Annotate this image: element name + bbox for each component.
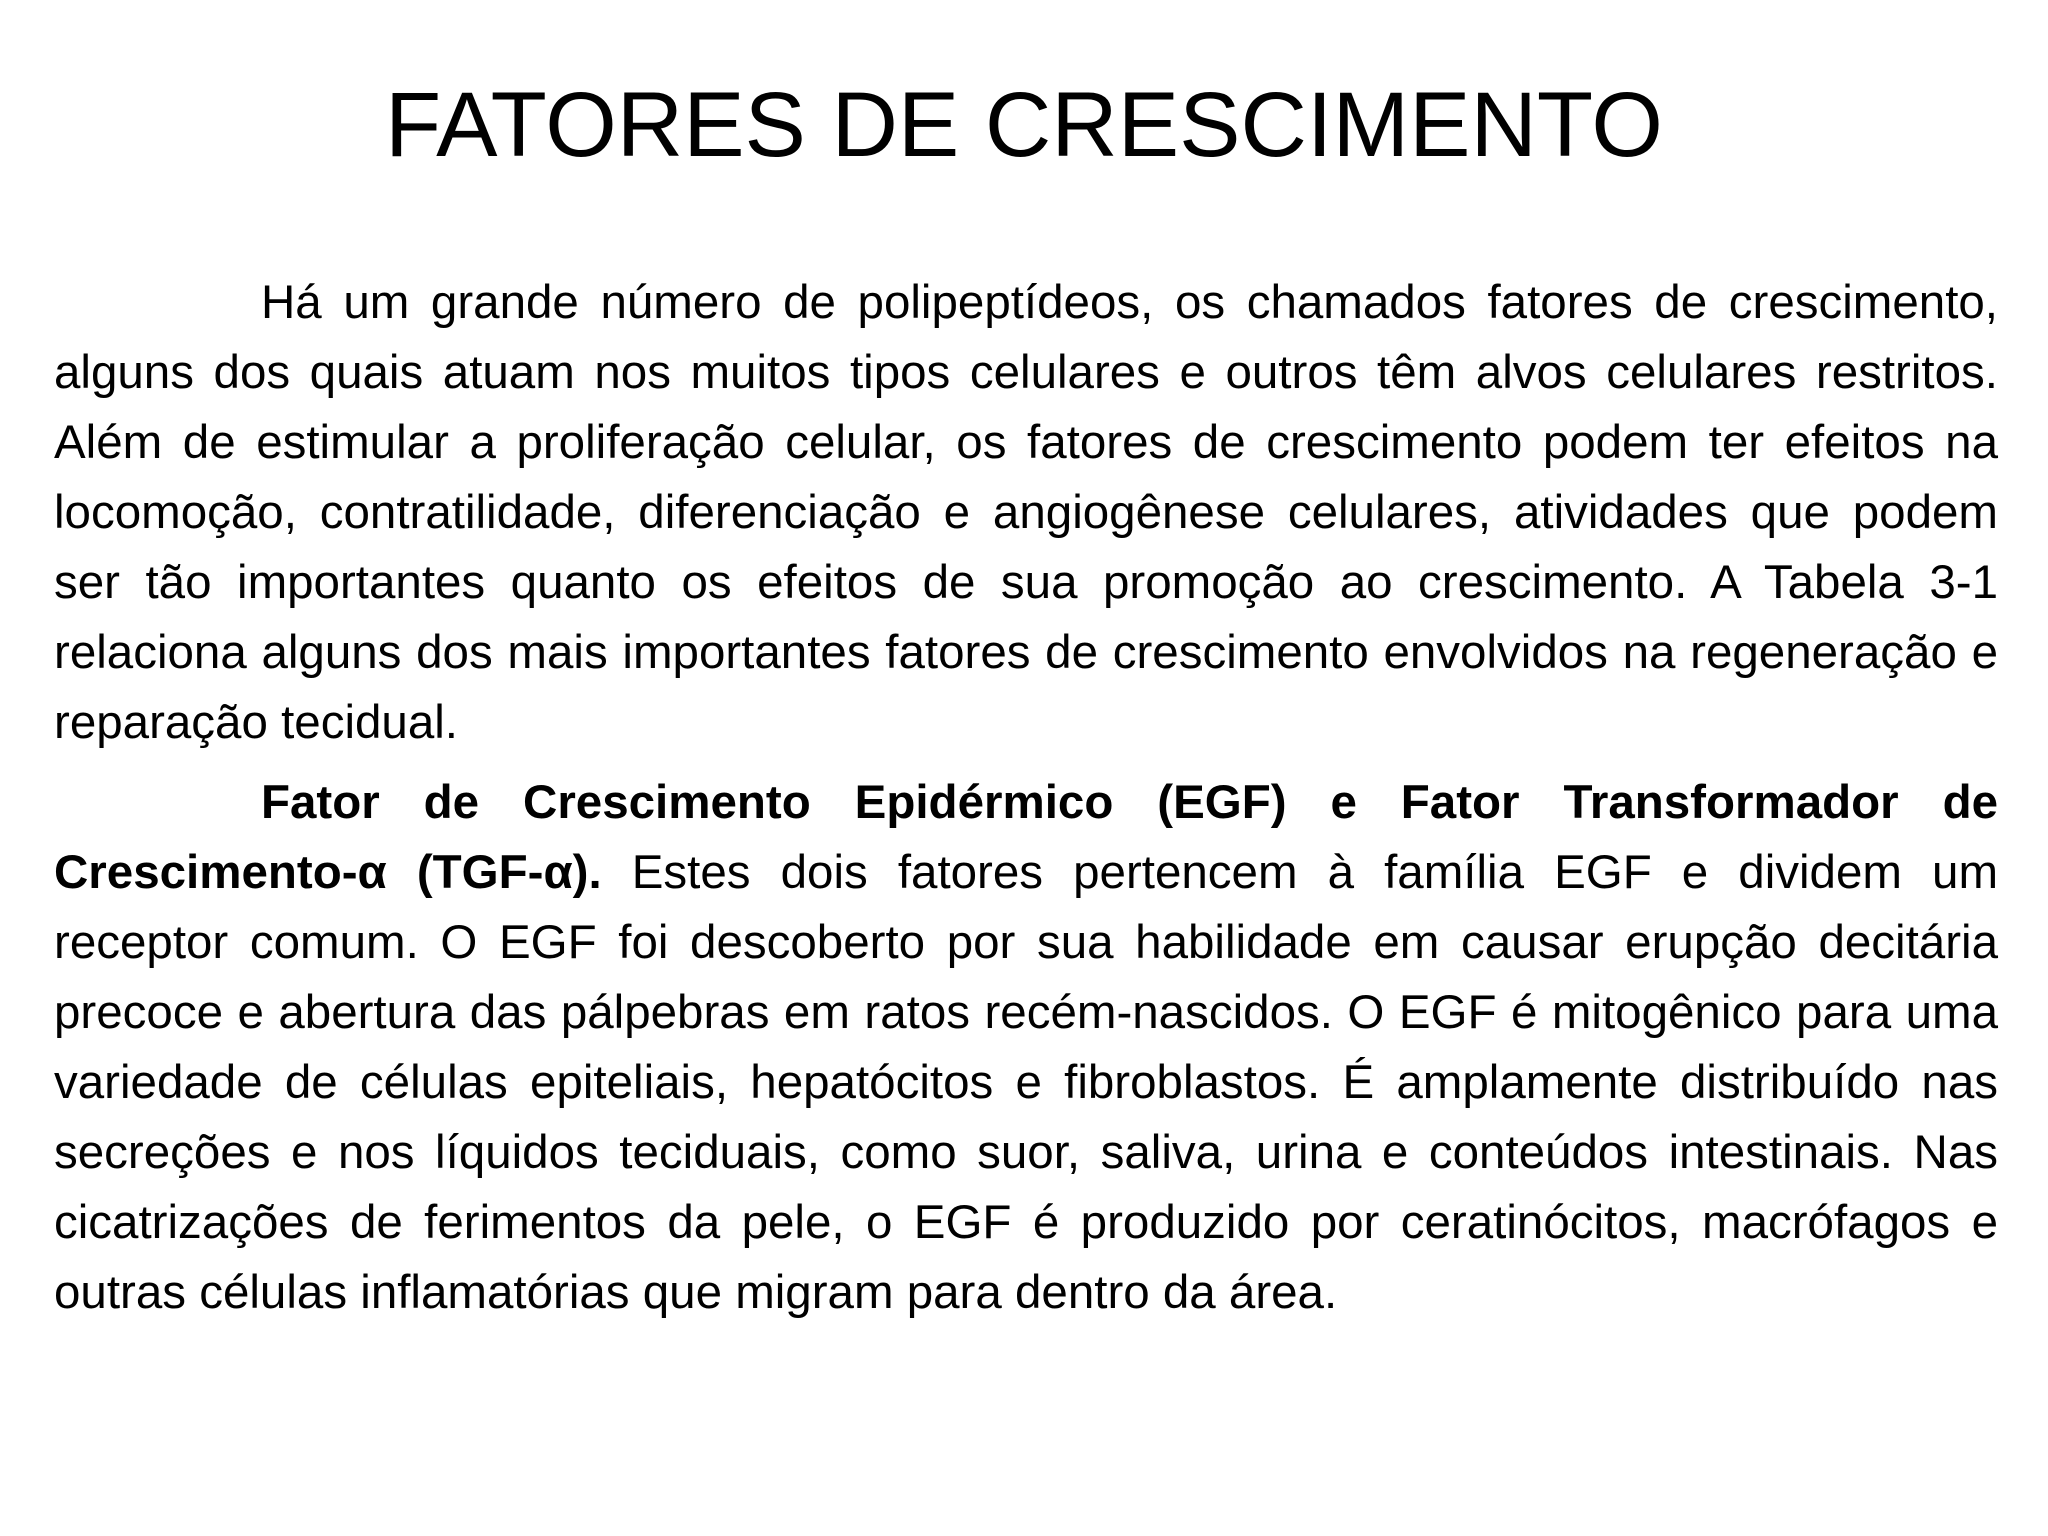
paragraph-egf-heading: Fator de Crescimento Epidérmico (EGF) e Fator Transformador de Crescimento-α (TGF-α). [54,776,1998,899]
slide-body [54,268,1998,1328]
paragraph-intro [54,268,1998,758]
paragraph-intro-text: Há um grande número de polipeptídeos, os chamados fatores de crescimento, alguns dos quais atuam nos muitos tipos celulares e outros têm alvos celulares restritos. Além de estimular a proliferação celular, os fatores de crescimento podem ter efeitos na locomoção, contratilidade, diferenciação e angiogênese celulares, atividades que podem ser tão importantes quanto os efeitos de sua promoção ao crescimento. A Tabela 3-1 relaciona alguns dos mais importantes fatores de crescimento envolvidos na regeneração e reparação tecidual. [54,276,1998,749]
slide-title: FATORES DE CRESCIMENTO [385,74,1663,176]
paragraph-egf [54,768,1998,1328]
paragraph-egf-text: Estes dois fatores pertencem à família EGF e dividem um receptor comum. O EGF foi descoberto por sua habilidade em causar erupção decitária precoce e abertura das pálpebras em ratos recém-nascidos. O EGF é mitogênico para uma variedade de células epiteliais, hepatócitos e fibroblastos. É amplamente distribuído nas secreções e nos líquidos teciduais, como suor, saliva, urina e conteúdos intestinais. Nas cicatrizações de ferimentos da pele, o EGF é produzido por ceratinócitos, macrófagos e outras células inflamatórias que migram para dentro da área. [54,846,1999,1319]
